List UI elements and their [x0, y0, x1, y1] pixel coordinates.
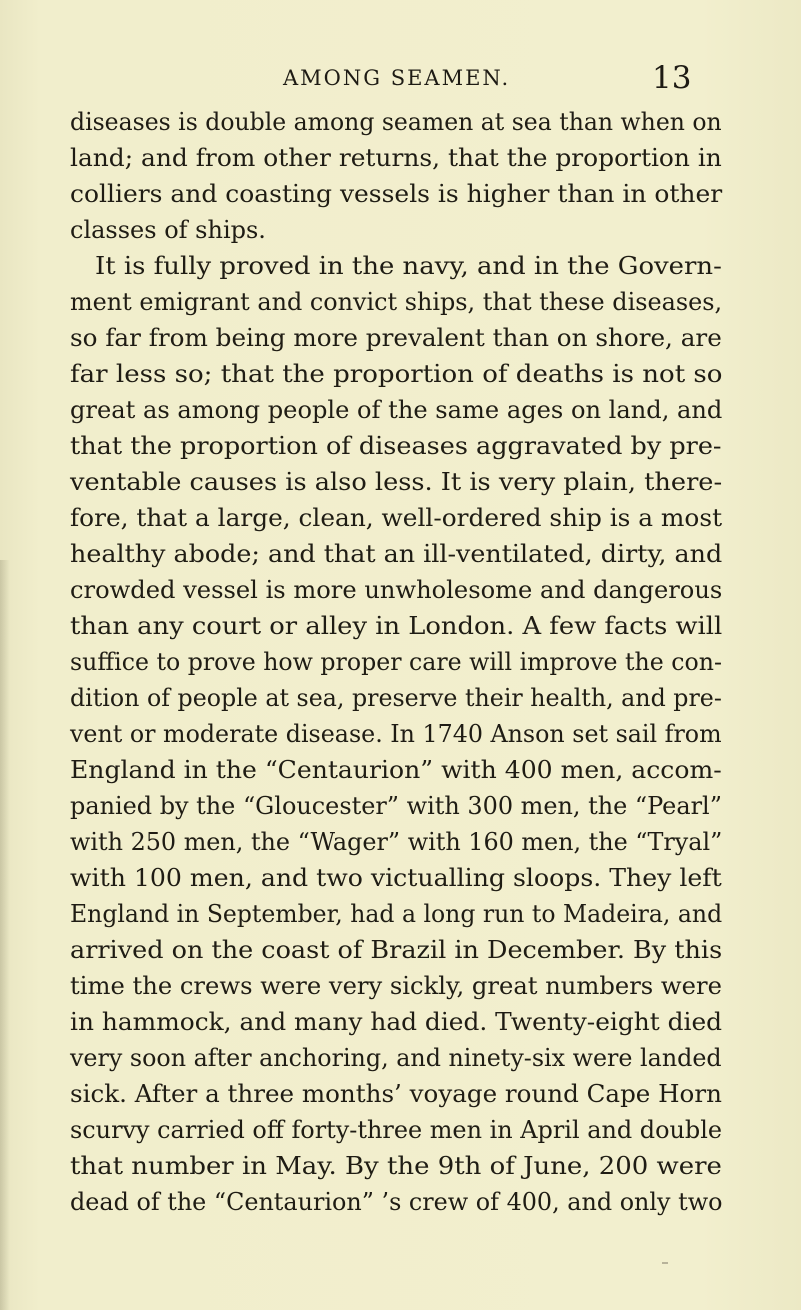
text-line: that number in May. By the 9th of June, 200 were — [70, 1152, 722, 1180]
text-line: diseases is double among seamen at sea than when on — [70, 108, 722, 136]
text-line: dead of the “Centaurion” ’s crew of 400, and only two — [70, 1188, 723, 1216]
running-title: AMONG SEAMEN. — [283, 66, 511, 90]
text-line: that the proportion of diseases aggravated by pre- — [70, 432, 722, 460]
text-line: England in September, had a long run to Madeira, and — [70, 900, 723, 928]
text-line: far less so; that the proportion of deaths is not so — [70, 360, 723, 388]
text-line: colliers and coasting vessels is higher than in other — [70, 180, 723, 208]
text-line: crowded vessel is more unwholesome and dangerous — [70, 576, 723, 604]
ink-speck — [662, 1262, 668, 1264]
text-line: so far from being more prevalent than on shore, are — [70, 324, 722, 352]
text-line: with 250 men, the “Wager” with 160 men, the “Tryal” — [70, 828, 723, 856]
text-line: suffice to prove how proper care will improve the con- — [70, 648, 722, 676]
text-line: land; and from other returns, that the proportion in — [70, 144, 722, 172]
text-line: arrived on the coast of Brazil in December. By this — [70, 936, 723, 964]
text-line: England in the “Centaurion” with 400 men, accom- — [70, 756, 722, 784]
text-line: panied by the “Gloucester” with 300 men, the “Pearl” — [70, 792, 722, 820]
page-number: 13 — [652, 60, 692, 96]
text-line: with 100 men, and two victualling sloops. They left — [70, 864, 722, 892]
gutter-shadow — [0, 560, 10, 1310]
running-header — [0, 60, 801, 106]
text-line: sick. After a three months’ voyage round Cape Horn — [70, 1080, 722, 1108]
text-line: time the crews were very sickly, great numbers were — [70, 972, 722, 1000]
text-line: in hammock, and many had died. Twenty-eight died — [70, 1008, 723, 1036]
text-line: dition of people at sea, preserve their health, and pre- — [70, 684, 722, 712]
text-line: fore, that a large, clean, well-ordered ship is a most — [70, 504, 723, 532]
text-line: ventable causes is also less. It is very plain, there- — [70, 468, 723, 496]
text-line: than any court or alley in London. A few facts will — [70, 612, 723, 640]
text-line: scurvy carried off forty-three men in April and double — [70, 1116, 723, 1144]
text-line: classes of ships. — [70, 216, 266, 244]
text-line: vent or moderate disease. In 1740 Anson set sail from — [70, 720, 722, 748]
text-line: It is fully proved in the navy, and in the Govern- — [95, 252, 722, 280]
text-line: great as among people of the same ages on land, and — [70, 396, 723, 424]
text-line: healthy abode; and that an ill-ventilated, dirty, and — [70, 540, 723, 568]
text-line: ment emigrant and convict ships, that these diseases, — [70, 288, 723, 316]
text-line: very soon after anchoring, and ninety-six were landed — [70, 1044, 722, 1072]
